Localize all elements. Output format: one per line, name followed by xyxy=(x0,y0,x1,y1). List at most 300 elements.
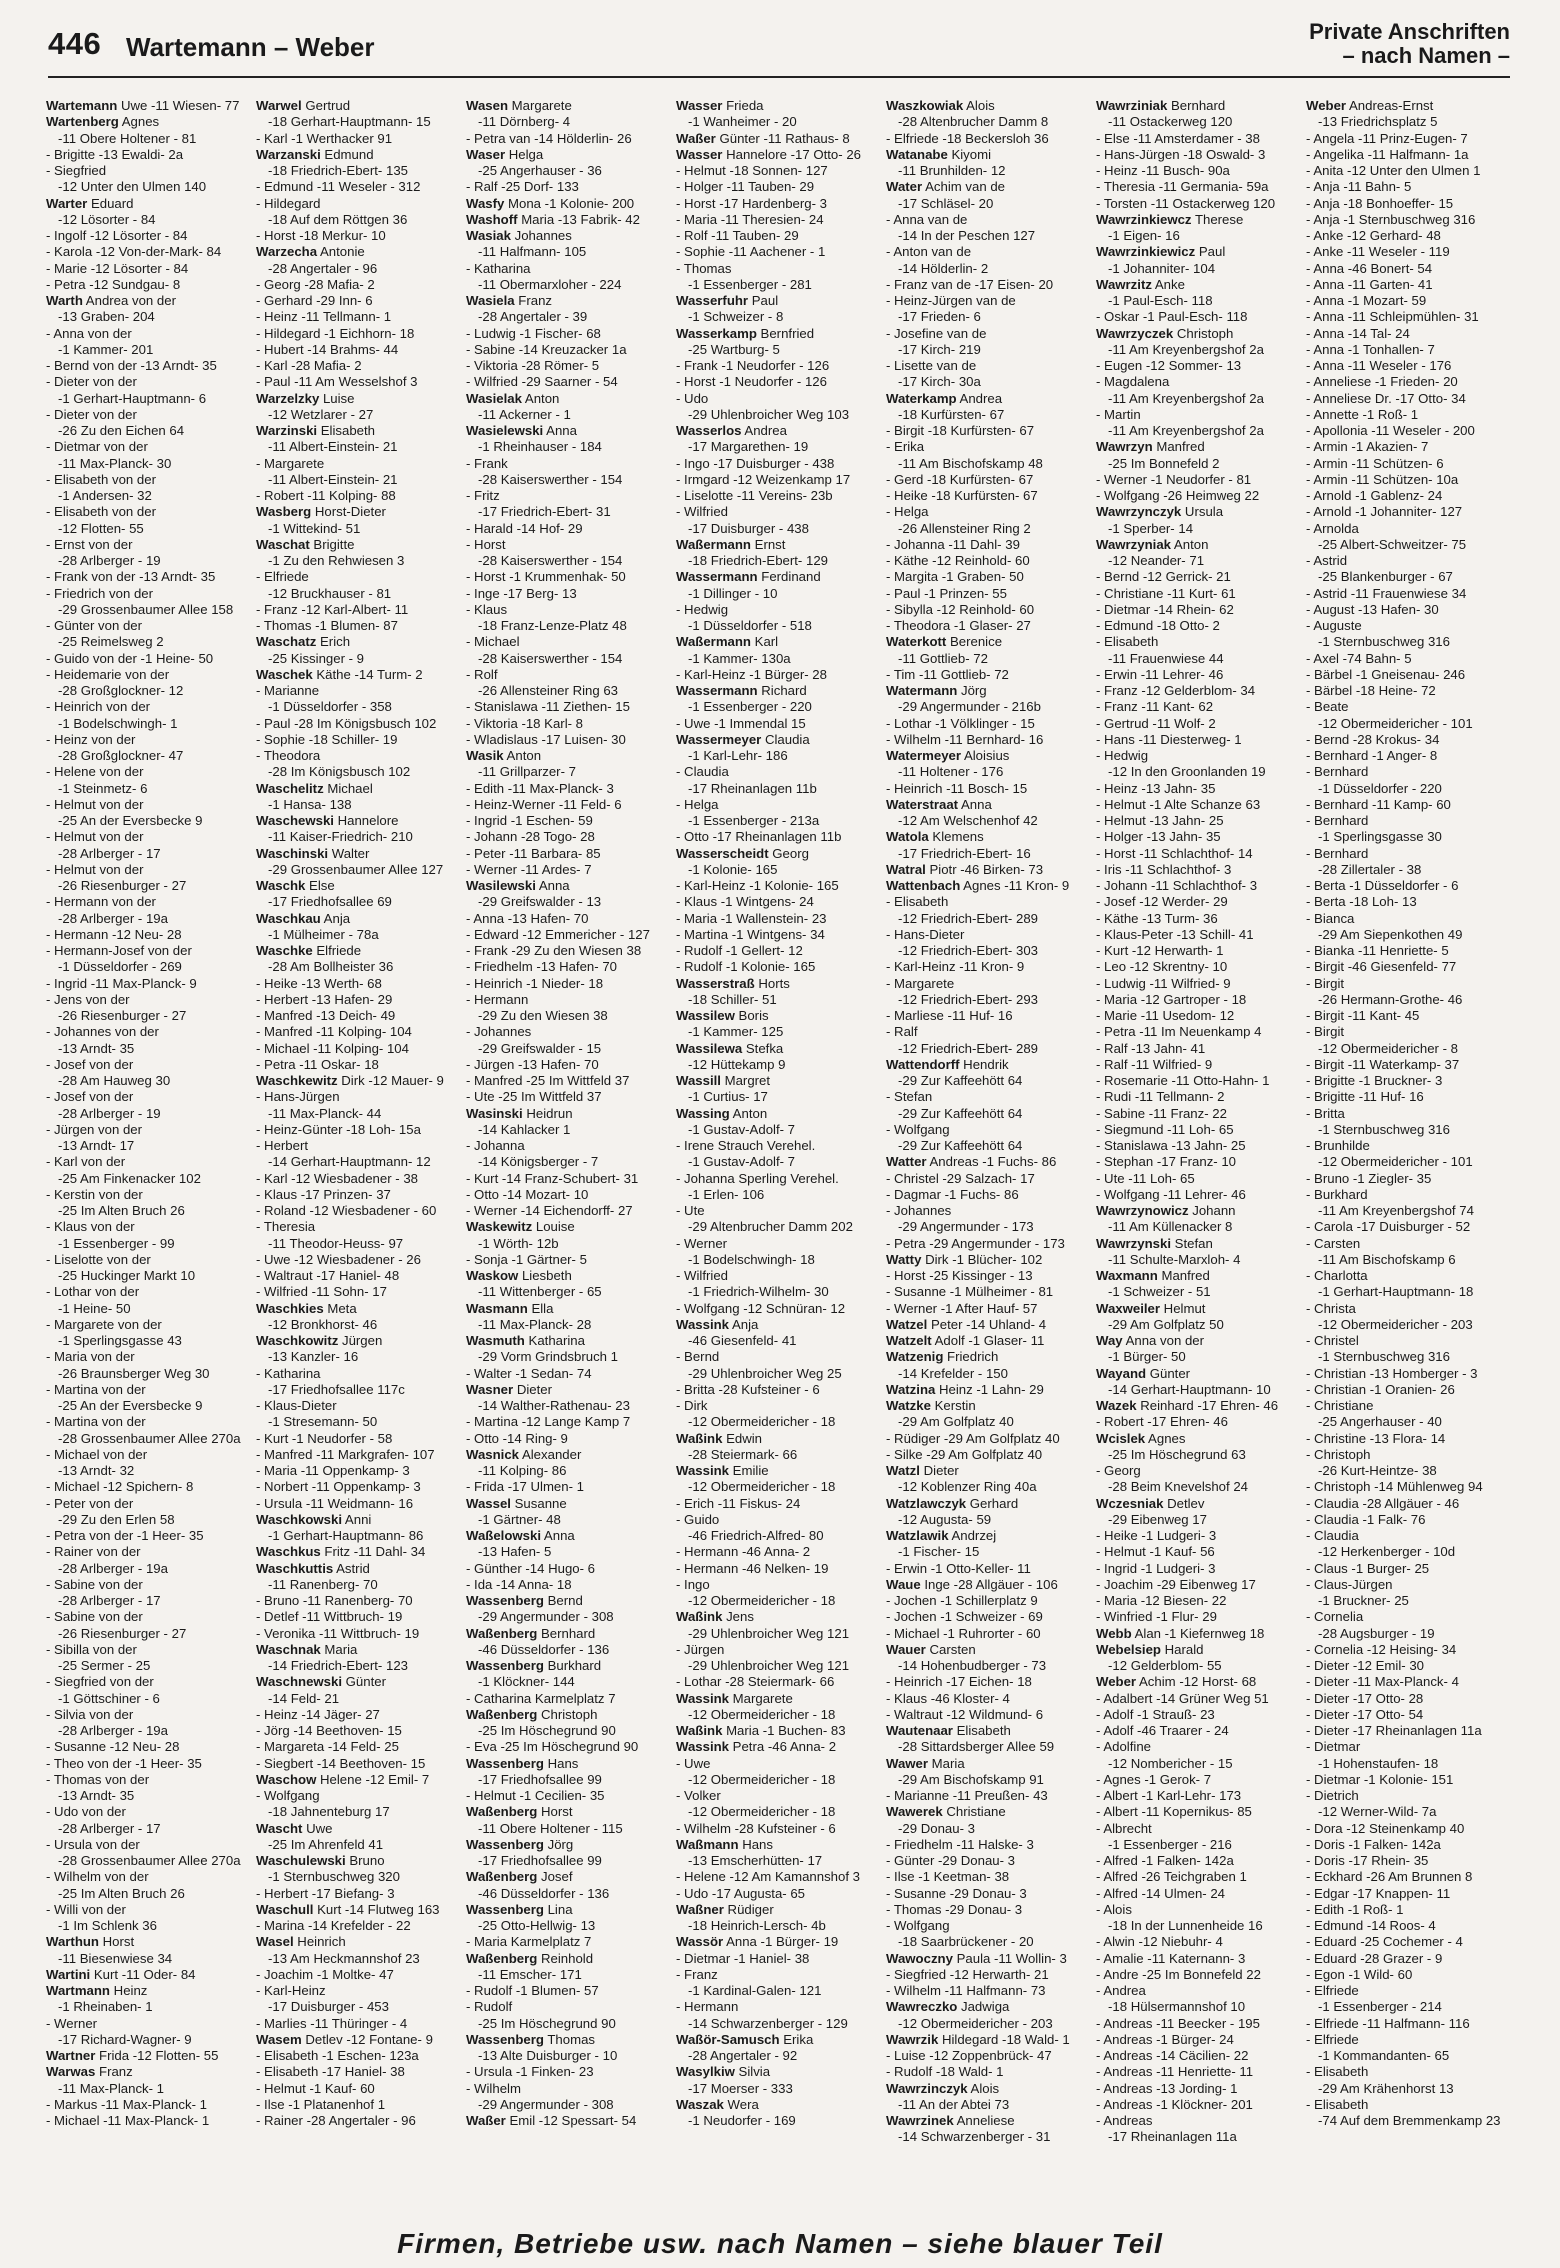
surname: Wattenbach xyxy=(886,878,961,893)
directory-entry-line xyxy=(1096,651,1301,667)
directory-entry-heading xyxy=(256,98,461,114)
directory-entry-line xyxy=(676,699,881,715)
entry-text: -28 Arlberger - 17 xyxy=(58,845,161,861)
entry-text: -18 Hülsermannshof 10 xyxy=(1108,1999,1246,2015)
entry-text: Reinhard -17 Ehren- 46 xyxy=(1136,1398,1279,1413)
entry-text: - Edmund -14 Roos- 4 xyxy=(1306,1918,1436,1933)
entry-text: - Werner -14 Eichendorff- 27 xyxy=(466,1203,633,1218)
directory-entry-line xyxy=(466,699,671,715)
entry-text: -1 Essenberger - 281 xyxy=(688,276,812,292)
directory-entry-line xyxy=(1096,1089,1301,1105)
directory-entry-line xyxy=(46,1821,251,1837)
directory-entry-line xyxy=(466,1999,671,2015)
entry-text: - Hermann xyxy=(466,991,529,1007)
directory-entry-heading xyxy=(1096,1366,1301,1382)
directory-entry-line xyxy=(1096,2129,1301,2145)
directory-entry-line xyxy=(256,2016,461,2032)
directory-entry-line xyxy=(466,1317,671,1333)
entry-text: Else xyxy=(305,878,335,893)
directory-entry-line xyxy=(1096,342,1301,358)
directory-entry-line xyxy=(1096,1528,1301,1544)
directory-entry-line xyxy=(1306,1431,1511,1447)
entry-text: Ferdinand xyxy=(757,569,821,585)
directory-entry-line xyxy=(886,959,1091,975)
entry-text: - Helga xyxy=(886,504,929,520)
entry-text: Margarete xyxy=(729,1690,793,1706)
directory-entry-heading xyxy=(676,131,881,147)
directory-entry-line xyxy=(46,1528,251,1544)
directory-entry-line xyxy=(1096,1967,1301,1983)
surname: Wasberg xyxy=(256,504,312,520)
directory-entry-heading xyxy=(466,1951,671,1967)
entry-text: -11 Ackerner - 1 xyxy=(478,406,571,422)
directory-entry-heading xyxy=(676,1008,881,1024)
entry-text: - Irmgard -12 Weizenkamp 17 xyxy=(676,471,851,487)
entry-text: Bruno xyxy=(345,1853,385,1868)
directory-entry-line xyxy=(676,1187,881,1203)
entry-text: -28 Großglockner- 12 xyxy=(58,683,184,698)
entry-text: -17 Richard-Wagner- 9 xyxy=(58,2031,192,2047)
directory-entry-line xyxy=(886,1203,1091,1219)
entry-text: -12 Unter den Ulmen 140 xyxy=(58,179,207,195)
directory-entry-line xyxy=(466,943,671,959)
directory-entry-line xyxy=(1096,293,1301,309)
directory-entry-line xyxy=(676,1707,881,1723)
directory-entry-line xyxy=(256,358,461,374)
directory-entry-line xyxy=(1306,1886,1511,1902)
surname: Wczesniak xyxy=(1096,1495,1164,1511)
entry-text: Richard xyxy=(757,683,807,698)
entry-text: Jörg xyxy=(543,1836,574,1852)
surname: Wassenberg xyxy=(466,1836,544,1852)
entry-text: Helmut xyxy=(1160,1300,1206,1316)
surname: Wassel xyxy=(466,1495,511,1511)
directory-entry-line xyxy=(46,342,251,358)
entry-text: - Helmut -1 Cecilien- 35 xyxy=(466,1788,605,1803)
directory-entry-line xyxy=(1306,1967,1511,1983)
entry-text: - Johann -11 Schlachthof- 3 xyxy=(1096,878,1258,893)
entry-text: -1 Hansa- 138 xyxy=(268,796,352,812)
entry-text: -12 Augusta- 59 xyxy=(898,1511,992,1527)
entry-text: - August -13 Hafen- 30 xyxy=(1306,601,1439,617)
directory-entry-line xyxy=(1306,228,1511,244)
surname: Wasserstraß xyxy=(676,975,755,991)
entry-text: - Josef -12 Werder- 29 xyxy=(1096,894,1228,910)
entry-text: - Elfriede xyxy=(256,569,309,585)
directory-entry-heading xyxy=(676,537,881,553)
entry-text: - Lothar von der xyxy=(46,1284,140,1300)
directory-entry-heading xyxy=(466,1333,671,1349)
directory-entry-line xyxy=(676,1512,881,1528)
entry-text: - Sophie -11 Aachener - 1 xyxy=(676,244,826,260)
directory-entry-line xyxy=(1306,358,1511,374)
entry-text: - Wolfgang -12 Schnüran- 12 xyxy=(676,1300,846,1316)
entry-text: -11 Grillparzer- 7 xyxy=(478,764,576,780)
entry-text: - Viktoria -18 Karl- 8 xyxy=(466,715,584,731)
directory-entry-line xyxy=(1096,959,1301,975)
directory-entry-line xyxy=(886,1967,1091,1983)
entry-text: - Bernhard -1 Anger- 8 xyxy=(1306,748,1438,763)
entry-text: -1 Neudorfer - 169 xyxy=(688,2113,796,2128)
entry-text: - Edmund -11 Weseler - 312 xyxy=(256,179,421,195)
entry-text: - Lothar -1 Völklinger - 15 xyxy=(886,715,1035,731)
entry-text: Thomas xyxy=(543,2031,596,2047)
entry-text: - Peter -11 Barbara- 85 xyxy=(466,845,601,861)
directory-entry-line xyxy=(256,1593,461,1609)
entry-text: - Edgar -17 Knappen- 11 xyxy=(1306,1885,1451,1901)
entry-text: -28 Augsburger - 19 xyxy=(1318,1625,1435,1641)
entry-text: - Theodora xyxy=(256,748,321,763)
directory-entry-line xyxy=(256,1414,461,1430)
directory-entry-line xyxy=(466,959,671,975)
entry-text: - Waltraut -12 Wildmund- 6 xyxy=(886,1706,1044,1722)
directory-entry-line xyxy=(256,1447,461,1463)
surname: Waszkowiak xyxy=(886,98,964,113)
surname: Wautenaar xyxy=(886,1723,953,1738)
entry-text: Mona -1 Kolonie- 200 xyxy=(504,195,635,211)
directory-entry-line xyxy=(256,1057,461,1073)
surname: Watanabe xyxy=(886,146,948,162)
entry-text: - Petra -29 Angermunder - 173 xyxy=(886,1235,1065,1251)
directory-entry-line xyxy=(1306,1788,1511,1804)
directory-entry-line xyxy=(676,1252,881,1268)
directory-entry-line xyxy=(1096,1544,1301,1560)
directory-entry-line xyxy=(886,163,1091,179)
directory-entry-heading xyxy=(256,781,461,797)
directory-entry-line xyxy=(1306,1138,1511,1154)
directory-entry-line xyxy=(676,1171,881,1187)
entry-text: Andreas -1 Fuchs- 86 xyxy=(926,1154,1057,1170)
directory-entry-line xyxy=(46,1122,251,1138)
directory-entry-line xyxy=(676,1544,881,1560)
directory-entry-line xyxy=(256,1122,461,1138)
directory-entry-line xyxy=(466,862,671,878)
entry-text: - Lisette van de xyxy=(886,358,977,373)
entry-text: - Christiane xyxy=(1306,1398,1374,1413)
directory-entry-line xyxy=(256,1983,461,1999)
directory-entry-heading xyxy=(46,2064,251,2080)
directory-entry-line xyxy=(256,1577,461,1593)
directory-entry-line xyxy=(886,1512,1091,1528)
entry-text: - Marliese -11 Huf- 16 xyxy=(886,1008,1013,1023)
surname: Wawrzik xyxy=(886,2031,939,2047)
surname: Watzl xyxy=(886,1463,920,1478)
directory-entry-line xyxy=(886,1691,1091,1707)
entry-text: - Andreas -1 Bürger- 24 xyxy=(1096,2031,1234,2047)
directory-entry-line xyxy=(466,1691,671,1707)
surname: Watty xyxy=(886,1251,922,1267)
directory-entry-line xyxy=(886,716,1091,732)
directory-entry-line xyxy=(256,1041,461,1057)
directory-entry-line xyxy=(1306,2064,1511,2080)
directory-entry-line xyxy=(466,277,671,293)
entry-text: - Birgit xyxy=(1306,975,1345,991)
entry-text: -1 Zu den Rehwiesen 3 xyxy=(268,553,405,568)
directory-entry-line xyxy=(676,862,881,878)
directory-entry-line xyxy=(46,732,251,748)
entry-text: Carsten xyxy=(925,1641,976,1657)
entry-text: - Rudolf -1 Blumen- 57 xyxy=(466,1983,599,1998)
directory-entry-line xyxy=(256,456,461,472)
entry-text: -25 Im Bonnefeld 2 xyxy=(1108,455,1220,471)
entry-text: - Adolfine xyxy=(1096,1739,1151,1755)
entry-text: - Doris -17 Rhein- 35 xyxy=(1306,1853,1429,1868)
directory-entry-line xyxy=(466,1414,671,1430)
entry-text: - Tim -11 Gottlieb- 72 xyxy=(886,666,1009,682)
directory-entry-line xyxy=(466,1577,671,1593)
entry-text: Claudia xyxy=(761,731,810,747)
entry-text: Piotr -46 Birken- 73 xyxy=(925,861,1044,877)
surname: Wayand xyxy=(1096,1365,1147,1381)
surname: Wassing xyxy=(676,1105,730,1121)
entry-text: - Arnolda xyxy=(1306,520,1359,536)
entry-text: - Paul -28 Im Königsbusch 102 xyxy=(256,715,437,731)
entry-text: - Stephan -17 Franz- 10 xyxy=(1096,1154,1237,1170)
entry-text: - Horst xyxy=(466,536,506,552)
entry-text: - Rudolf -18 Wald- 1 xyxy=(886,2064,1004,2080)
entry-text: - Elfriede xyxy=(1306,1983,1359,1998)
entry-text: -12 Obermeidericher - 203 xyxy=(898,2015,1053,2031)
directory-entry-line xyxy=(886,1837,1091,1853)
entry-text: -11 Am Bischofskamp 48 xyxy=(898,455,1043,471)
entry-text: - Anja -11 Bahn- 5 xyxy=(1306,179,1412,195)
surname: Waßenberg xyxy=(466,1950,538,1966)
entry-text: - Rainer von der xyxy=(46,1544,141,1560)
directory-entry-line xyxy=(466,163,671,179)
entry-text: - Dietmar -1 Haniel- 38 xyxy=(676,1950,810,1966)
directory-entry-line xyxy=(886,342,1091,358)
entry-text: - Ludwig -1 Fischer- 68 xyxy=(466,325,601,341)
entry-text: - Anna -11 Garten- 41 xyxy=(1306,276,1433,292)
directory-entry-line xyxy=(886,1089,1091,1105)
directory-entry-line xyxy=(1306,748,1511,764)
entry-text: - Rudolf -1 Kolonie- 165 xyxy=(676,959,816,975)
entry-text: Gerhard xyxy=(966,1495,1019,1511)
directory-entry-line xyxy=(466,1479,671,1495)
directory-entry-line xyxy=(1096,1382,1301,1398)
surname: Waßenberg xyxy=(466,1869,538,1885)
entry-text: Kerstin xyxy=(930,1398,976,1413)
section-title-line-1: Private Anschriften xyxy=(1309,19,1510,44)
directory-entry-line xyxy=(46,1853,251,1869)
entry-text: -26 Allensteiner Ring 63 xyxy=(478,683,619,698)
entry-text: - Albrecht xyxy=(1096,1820,1152,1836)
directory-entry-line xyxy=(1306,878,1511,894)
entry-text: -1 Gustav-Adolf- 7 xyxy=(688,1121,796,1137)
entry-text: - Sophie -18 Schiller- 19 xyxy=(256,731,398,747)
directory-entry-line xyxy=(46,504,251,520)
directory-entry-line xyxy=(46,1171,251,1187)
entry-text: -28 Angertaler - 96 xyxy=(268,260,378,276)
entry-text: -11 Obere Holtener - 81 xyxy=(58,130,197,146)
entry-text: -46 Düsseldorfer - 136 xyxy=(478,1641,610,1657)
directory-entry-line xyxy=(886,1479,1091,1495)
directory-entry-line xyxy=(886,1626,1091,1642)
entry-text: - Eckhard -26 Am Brunnen 8 xyxy=(1306,1869,1473,1885)
entry-text: - Siegfried -12 Herwarth- 21 xyxy=(886,1966,1049,1982)
entry-text: -14 Schwarzenberger - 31 xyxy=(898,2129,1051,2145)
directory-entry-line xyxy=(1096,179,1301,195)
directory-entry-line xyxy=(1306,114,1511,130)
directory-entry-line xyxy=(1306,1203,1511,1219)
entry-text: -18 Friedrich-Ebert- 129 xyxy=(688,553,828,568)
directory-entry-line xyxy=(256,862,461,878)
directory-entry-heading xyxy=(256,423,461,439)
directory-entry-heading xyxy=(1096,277,1301,293)
directory-entry-line xyxy=(886,1171,1091,1187)
surname: Waßink xyxy=(676,1609,723,1625)
surname: Waxweiler xyxy=(1096,1300,1161,1316)
directory-entry-line xyxy=(676,1382,881,1398)
directory-entry-line xyxy=(46,1869,251,1885)
directory-entry-line xyxy=(676,813,881,829)
entry-text: Achim -12 Horst- 68 xyxy=(1136,1674,1257,1690)
entry-text: Berenice xyxy=(946,634,1003,650)
directory-entry-line xyxy=(466,326,671,342)
entry-text: -12 Obermeidericher - 18 xyxy=(688,1414,836,1430)
directory-entry-line xyxy=(1096,1414,1301,1430)
directory-entry-line xyxy=(886,1934,1091,1950)
directory-entry-line xyxy=(1096,1122,1301,1138)
directory-entry-line xyxy=(886,2048,1091,2064)
directory-entry-line xyxy=(886,456,1091,472)
entry-text: - Joachim -1 Moltke- 47 xyxy=(256,1966,394,1982)
directory-entry-heading xyxy=(46,293,251,309)
entry-text: Agnes -11 Kron- 9 xyxy=(960,878,1070,893)
entry-text: -13 Hafen- 5 xyxy=(478,1544,552,1560)
directory-entry-line xyxy=(46,1463,251,1479)
entry-text: - Bärbel -18 Heine- 72 xyxy=(1306,683,1436,698)
directory-entry-line xyxy=(1306,537,1511,553)
directory-entry-line xyxy=(256,1236,461,1252)
surname: Wawrzynowicz xyxy=(1096,1203,1189,1218)
entry-text: -26 Braunsberger Weg 30 xyxy=(58,1365,210,1381)
surname: Warzecha xyxy=(256,244,318,260)
directory-entry-line xyxy=(1306,2097,1511,2113)
surname: Webb xyxy=(1096,1625,1132,1641)
entry-text: Therese xyxy=(1191,211,1244,227)
directory-entry-line xyxy=(1306,1528,1511,1544)
directory-entry-line xyxy=(1306,959,1511,975)
directory-entry-heading xyxy=(676,423,881,439)
entry-text: - Else -11 Amsterdamer - 38 xyxy=(1096,130,1260,146)
directory-entry-heading xyxy=(1096,1398,1301,1414)
directory-entry-line xyxy=(1306,651,1511,667)
entry-text: Frida -12 Flotten- 55 xyxy=(95,2048,219,2063)
entry-text: - Ernst von der xyxy=(46,536,133,552)
page-number: 446 xyxy=(48,26,102,61)
entry-text: - Alois xyxy=(1096,1901,1132,1917)
directory-entry-line xyxy=(1306,1674,1511,1690)
directory-entry-heading xyxy=(256,1544,461,1560)
entry-text: - Josef von der xyxy=(46,1089,134,1105)
directory-entry-line xyxy=(466,1609,671,1625)
directory-entry-line xyxy=(466,2016,671,2032)
directory-entry-line xyxy=(46,1187,251,1203)
directory-entry-line xyxy=(46,1447,251,1463)
header-rule xyxy=(48,76,1510,78)
directory-entry-line xyxy=(1306,1154,1511,1170)
directory-entry-line xyxy=(1096,1317,1301,1333)
entry-text: - Helene von der xyxy=(46,764,144,780)
directory-entry-line xyxy=(466,1041,671,1057)
entry-text: Christiane xyxy=(942,1804,1006,1820)
directory-entry-line xyxy=(466,846,671,862)
entry-text: - Albert -1 Karl-Lehr- 173 xyxy=(1096,1788,1242,1803)
directory-entry-line xyxy=(256,1999,461,2015)
entry-text: - Liselotte von der xyxy=(46,1251,151,1267)
entry-text: -29 Angermunder - 216b xyxy=(898,699,1041,715)
entry-text: - Christel xyxy=(1306,1333,1359,1348)
entry-text: - Helmut -1 Kauf- 60 xyxy=(256,2080,375,2096)
entry-text: - Christoph -14 Mühlenweg 94 xyxy=(1306,1479,1483,1495)
directory-entry-heading xyxy=(1096,537,1301,553)
entry-text: Emil -12 Spessart- 54 xyxy=(505,2113,637,2128)
entry-text: -13 Alte Duisburger - 10 xyxy=(478,2048,618,2063)
entry-text: -11 Max-Planck- 30 xyxy=(58,455,172,471)
entry-text: - Heinz-Werner -11 Feld- 6 xyxy=(466,796,622,812)
entry-text: -17 Duisburger - 438 xyxy=(688,520,809,536)
entry-text: - Hubert -14 Brahms- 44 xyxy=(256,341,399,357)
directory-entry-line xyxy=(46,813,251,829)
directory-entry-line xyxy=(886,586,1091,602)
entry-text: -1 Essenberger - 220 xyxy=(688,699,812,715)
entry-text: -1 Curtius- 17 xyxy=(688,1089,768,1105)
entry-text: - Joachim -29 Eibenweg 17 xyxy=(1096,1576,1256,1592)
entry-text: -1 Dillinger - 10 xyxy=(688,585,778,601)
directory-entry-line xyxy=(46,1837,251,1853)
directory-entry-line xyxy=(676,1593,881,1609)
entry-text: - Britta xyxy=(1306,1105,1345,1121)
entry-text: - Angelika -11 Halfmann- 1a xyxy=(1306,146,1469,162)
entry-text: - Georg -28 Mafia- 2 xyxy=(256,276,375,292)
entry-text: - Elfriede -11 Halfmann- 116 xyxy=(1306,2015,1470,2031)
directory-entry-line xyxy=(466,1154,671,1170)
directory-entry-line xyxy=(466,716,671,732)
directory-column-4 xyxy=(676,98,881,2218)
directory-entry-line xyxy=(256,976,461,992)
entry-text: Ernst xyxy=(750,536,786,552)
entry-text: - Uwe xyxy=(676,1755,711,1771)
directory-entry-line xyxy=(466,1853,671,1869)
directory-entry-line xyxy=(256,829,461,845)
directory-entry-heading xyxy=(256,1674,461,1690)
directory-entry-line xyxy=(1096,1252,1301,1268)
directory-entry-line xyxy=(466,894,671,910)
directory-entry-heading xyxy=(676,1837,881,1853)
directory-entry-line xyxy=(676,2016,881,2032)
entry-text: -29 Zur Kaffeehött 64 xyxy=(898,1105,1023,1121)
directory-entry-heading xyxy=(1096,1236,1301,1252)
directory-entry-heading xyxy=(256,1512,461,1528)
directory-entry-line xyxy=(1306,1479,1511,1495)
directory-entry-line xyxy=(1306,634,1511,650)
directory-entry-line xyxy=(676,358,881,374)
entry-text: -29 Vorm Grindsbruch 1 xyxy=(478,1349,618,1365)
entry-text: -12 Am Welschenhof 42 xyxy=(898,813,1038,828)
directory-entry-line xyxy=(886,846,1091,862)
directory-entry-line xyxy=(886,2016,1091,2032)
directory-entry-line xyxy=(46,391,251,407)
directory-entry-line xyxy=(886,1918,1091,1934)
directory-entry-line xyxy=(1306,131,1511,147)
entry-text: - Kurt -1 Neudorfer - 58 xyxy=(256,1430,393,1446)
directory-entry-heading xyxy=(256,504,461,520)
surname: Wawreczko xyxy=(886,1999,958,2015)
entry-text: - Bernd xyxy=(676,1349,720,1365)
entry-text: - Andre -25 Im Bonnefeld 22 xyxy=(1096,1966,1261,1982)
directory-entry-line xyxy=(256,732,461,748)
